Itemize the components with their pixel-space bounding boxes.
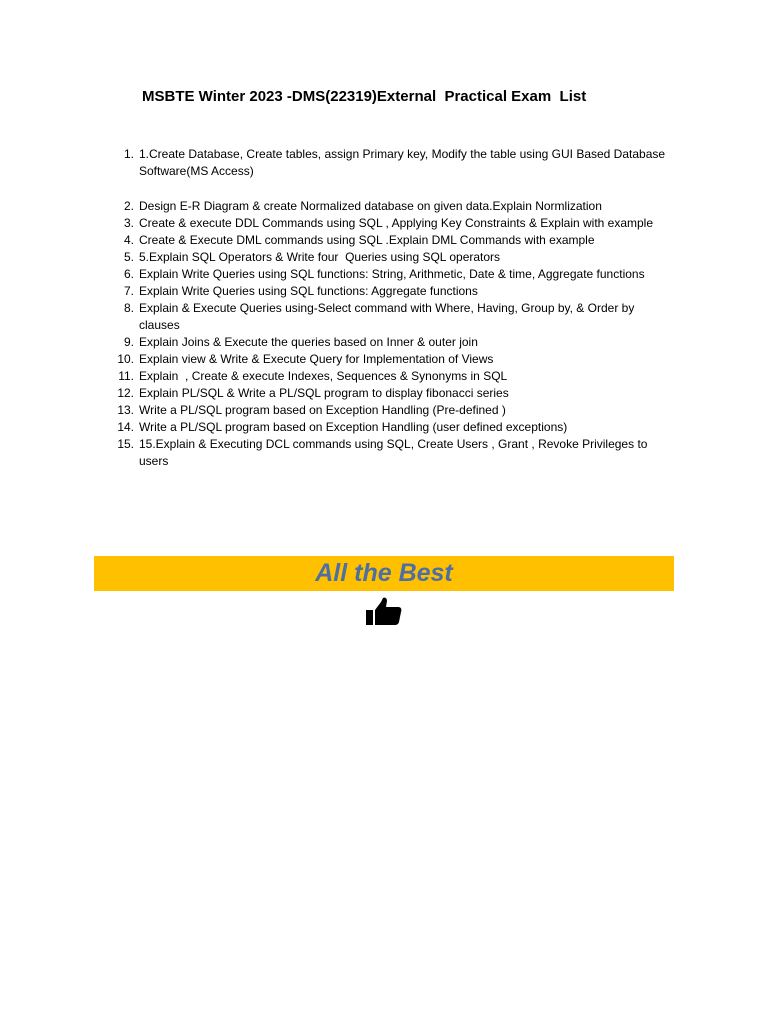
list-item-text: 15.Explain & Executing DCL commands using SQL, Create Users , Grant , Revoke Privileges to users	[139, 437, 651, 468]
list-item	[110, 385, 676, 402]
list-item	[110, 419, 676, 436]
list-item-number: 9.	[123, 335, 134, 349]
list-item-text: Design E-R Diagram & create Normalized database on given data.Explain Normlization	[139, 199, 602, 213]
list-item	[110, 436, 676, 470]
list-item-number: 3.	[123, 216, 134, 230]
list-item-number: 4.	[123, 233, 134, 247]
list-item-number: 15.	[117, 437, 134, 451]
list-item	[110, 283, 676, 300]
list-item-text: Explain Write Queries using SQL functions: String, Arithmetic, Date & time, Aggregate functions	[139, 267, 645, 281]
list-item-text: Explain PL/SQL & Write a PL/SQL program to display fibonacci series	[139, 386, 509, 400]
list-item	[110, 368, 676, 385]
list-item-number: 2.	[123, 199, 134, 213]
list-item-text: Explain & Execute Queries using-Select command with Where, Having, Group by, & Order by clauses	[139, 301, 638, 332]
list-item-text: Write a PL/SQL program based on Exception Handling (Pre-defined )	[139, 403, 506, 417]
list-item-number: 14.	[117, 420, 134, 434]
list-item	[110, 198, 676, 215]
list-item	[110, 232, 676, 249]
list-item-number: 11.	[118, 369, 134, 383]
practical-list	[110, 146, 676, 470]
banner-text: All the Best	[315, 559, 453, 587]
list-item-number: 13.	[117, 403, 134, 417]
list-item-text: Explain view & Write & Execute Query for Implementation of Views	[139, 352, 494, 366]
all-the-best-banner	[94, 556, 674, 591]
list-item	[110, 215, 676, 232]
list-item	[110, 351, 676, 368]
list-item-number: 1.	[123, 147, 134, 161]
list-item-text: Create & execute DDL Commands using SQL , Applying Key Constraints & Explain with example	[139, 216, 654, 230]
list-item-text: Explain , Create & execute Indexes, Sequences & Synonyms in SQL	[139, 369, 508, 383]
document-title: MSBTE Winter 2023 -DMS(22319)External Practical Exam List	[142, 88, 587, 105]
list-item-number: 5.	[123, 250, 134, 264]
list-item-text: Create & Execute DML commands using SQL .Explain DML Commands with example	[139, 233, 595, 247]
list-item	[110, 334, 676, 351]
list-item	[110, 249, 676, 266]
list-item-number: 7.	[123, 284, 134, 298]
list-item-text: 1.Create Database, Create tables, assign Primary key, Modify the table using GUI Based Database Software(MS Access)	[139, 147, 669, 178]
list-item-number: 8.	[123, 301, 134, 315]
list-item-number: 6.	[123, 267, 134, 281]
list-item	[110, 266, 676, 283]
list-item-number: 10.	[117, 352, 134, 366]
list-item-text: Write a PL/SQL program based on Exception Handling (user defined exceptions)	[139, 420, 568, 434]
list-item	[110, 402, 676, 419]
list-item-text: Explain Write Queries using SQL functions: Aggregate functions	[139, 284, 478, 298]
list-item	[110, 300, 676, 334]
list-item-number: 12.	[117, 386, 134, 400]
thumbs-up-icon	[365, 597, 403, 627]
list-item-text: 5.Explain SQL Operators & Write four Queries using SQL operators	[139, 250, 501, 264]
list-item	[110, 146, 676, 180]
list-item-text: Explain Joins & Execute the queries based on Inner & outer join	[139, 335, 478, 349]
